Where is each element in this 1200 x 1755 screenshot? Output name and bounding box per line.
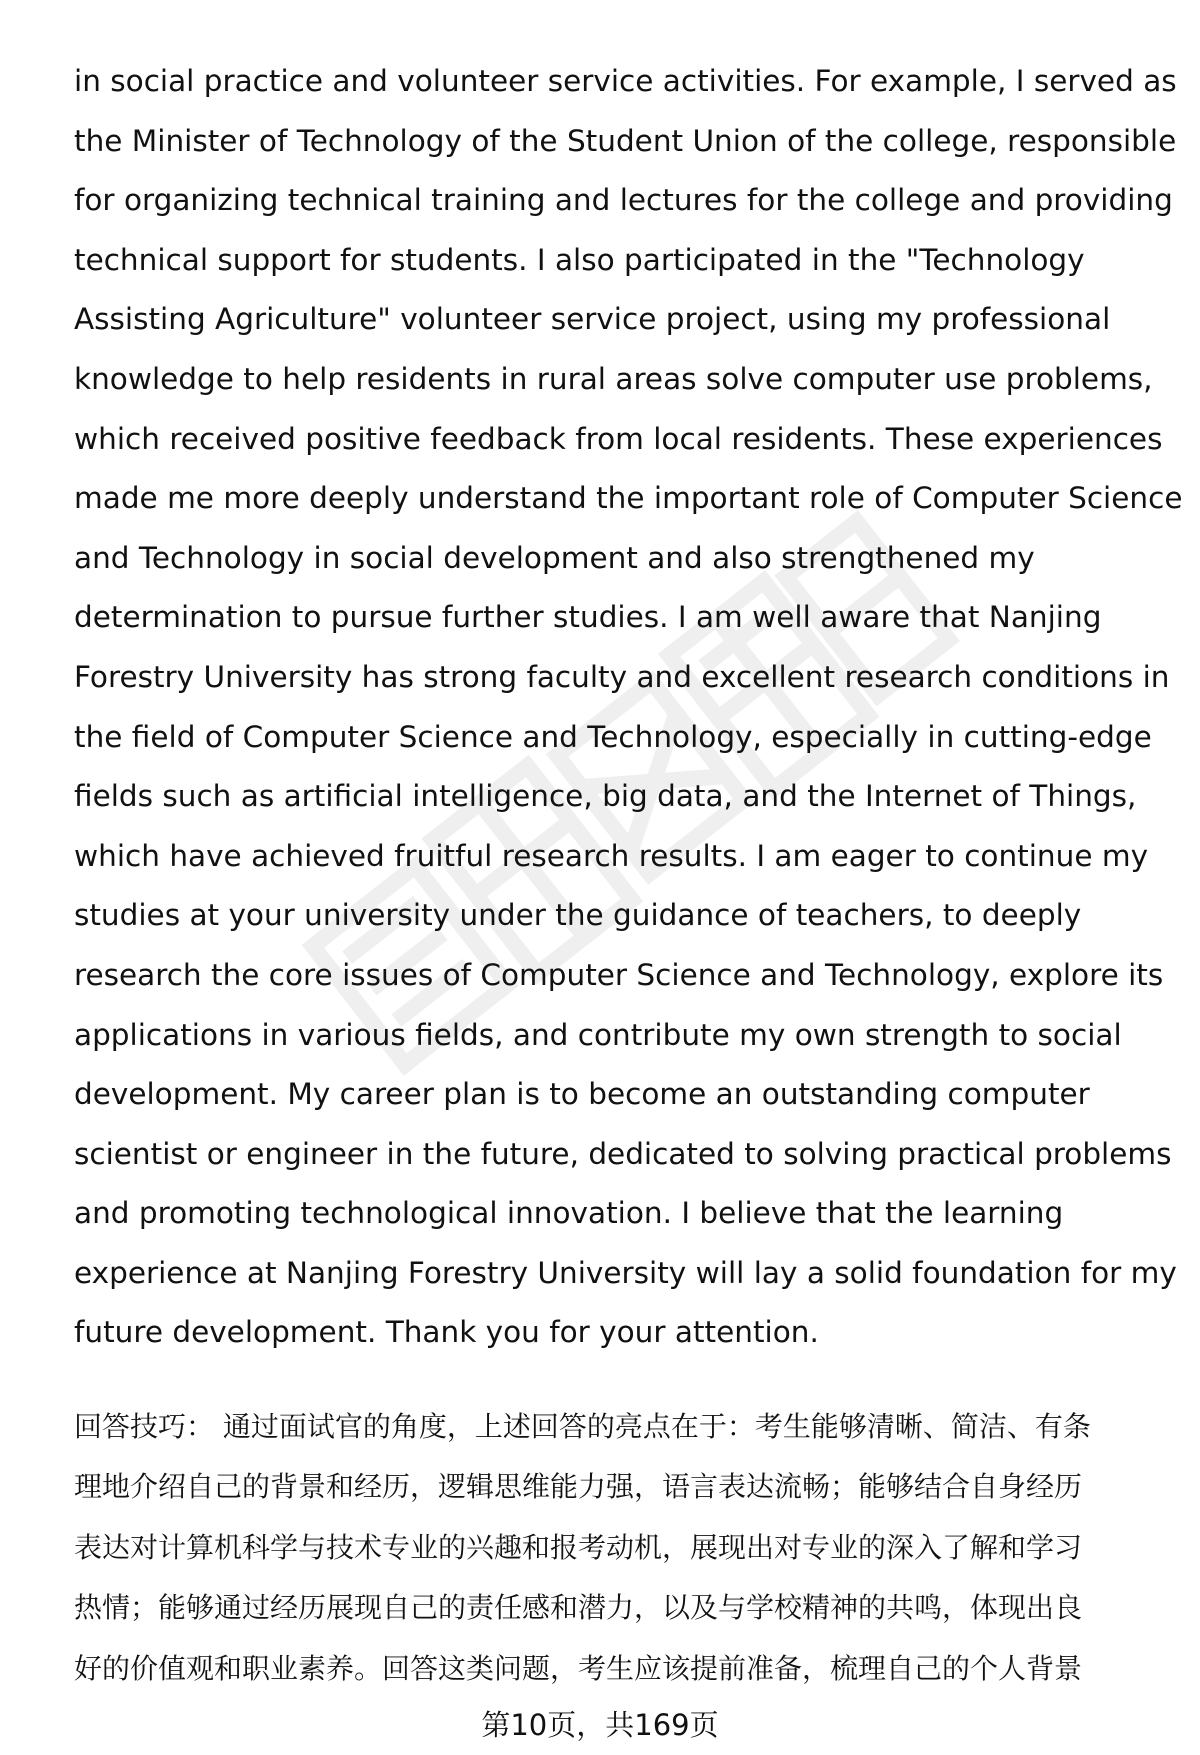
body-line: which received positive feedback from local residents. These experiences	[74, 421, 1163, 456]
tips-line: 回答技巧： 通过面试官的角度，上述回答的亮点在于：考生能够清晰、简洁、有条	[74, 1410, 1091, 1443]
body-line: studies at your university under the guidance of teachers, to deeply	[74, 898, 1082, 933]
tips-line: 热情；能够通过经历展现自己的责任感和潜力，以及与学校精神的共鸣，体现出良	[74, 1591, 1083, 1625]
tips-line: 理地介绍自己的背景和经历，逻辑思维能力强，语言表达流畅；能够结合自身经历	[74, 1470, 1083, 1504]
body-line: which have achieved fruitful research results. I am eager to continue my	[74, 838, 1149, 873]
answer-tips	[74, 1397, 1164, 1699]
body-line: the Minister of Technology of the Student Union of the college, responsible	[74, 123, 1177, 158]
body-line: and promoting technological innovation. I believe that the learning	[74, 1196, 1064, 1231]
body-line: the field of Computer Science and Technology, especially in cutting-edge	[74, 719, 1152, 754]
tips-line: 表达对计算机科学与技术专业的兴趣和报考动机，展现出对专业的深入了解和学习	[74, 1530, 1083, 1564]
body-line: knowledge to help residents in rural areas solve computer use problems,	[74, 361, 1153, 396]
body-line: in social practice and volunteer service activities. For example, I served as	[74, 64, 1177, 98]
body-line: for organizing technical training and lectures for the college and providing	[74, 183, 1173, 218]
body-line: future development. Thank you for your attention.	[74, 1315, 819, 1350]
body-line: development. My career plan is to become an outstanding computer	[74, 1077, 1090, 1112]
body-text	[74, 52, 1183, 1363]
body-line: and Technology in social development and also strengthened my	[74, 540, 1035, 575]
body-line: determination to pursue further studies. I am well aware that Nanjing	[74, 600, 1102, 635]
body-line: made me more deeply understand the important role of Computer Science	[74, 481, 1183, 516]
page-number-footer: 第10页，共169页	[481, 1708, 719, 1742]
tips-line: 好的价值观和职业素养。回答这类问题，考生应该提前准备，梳理自己的个人背景	[74, 1651, 1083, 1685]
body-line: fields such as artificial intelligence, big data, and the Internet of Things,	[74, 779, 1137, 814]
body-line: experience at Nanjing Forestry University will lay a solid foundation for my	[74, 1255, 1177, 1290]
body-line: applications in various fields, and contribute my own strength to social	[74, 1017, 1122, 1052]
body-line: Assisting Agriculture" volunteer service project, using my professional	[74, 302, 1111, 337]
body-line: scientist or engineer in the future, dedicated to solving practical problems	[74, 1136, 1172, 1171]
body-line: Forestry University has strong faculty and excellent research conditions in	[74, 659, 1170, 694]
body-line: technical support for students. I also participated in the "Technology	[74, 242, 1085, 277]
body-line: research the core issues of Computer Science and Technology, explore its	[74, 957, 1164, 992]
